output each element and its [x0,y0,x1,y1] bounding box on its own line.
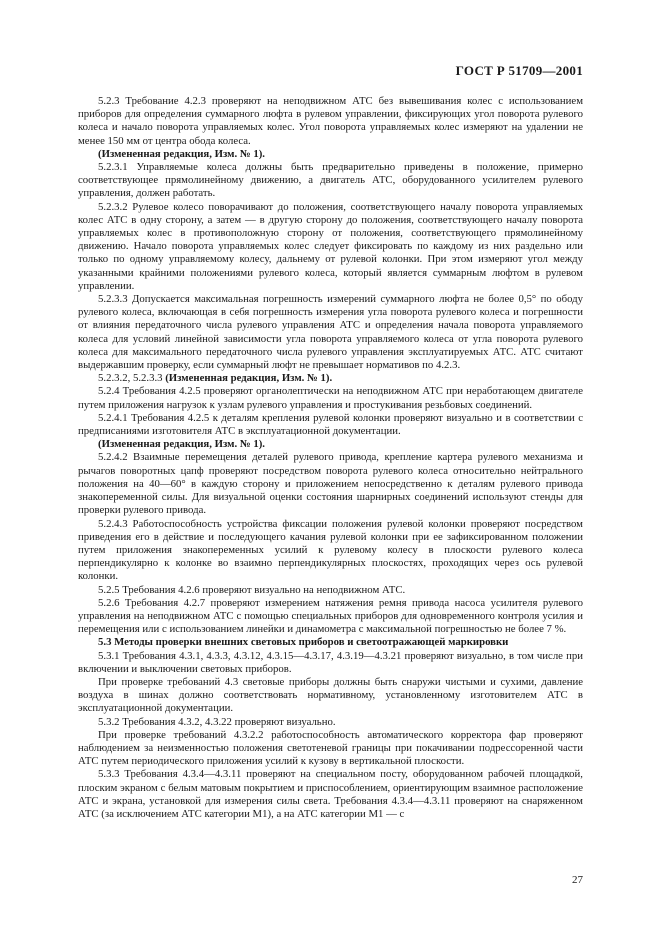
section-heading-5-3: 5.3 Методы проверки внешних световых приборов и светоотражающей маркировки [98,636,509,649]
document-header: ГОСТ Р 51709—2001 [455,63,583,78]
paragraph-5-2-4-2: 5.2.4.2 Взаимные перемещения деталей рулевого привода, крепление картера рулевого механизма и рычагов поворотных цапф проверяют посредством поворота рулевого колеса относительно нейтрального положения на 40—60° в каждую сторону и приложением непосредственно к деталям рулевого привода знакопеременной силы. Для визуальной оценки состояния шарнирных соединений используют стенды для проверки рулевого привода. [78,451,583,517]
paragraph-5-2-6: 5.2.6 Требования 4.2.7 проверяют измерением натяжения ремня привода насоса усилителя рулевого управления на неподвижном АТС с помощью специальных приборов для одновременного контроля усилия и перемещения или с использованием линейки и динамометра с максимальной погрешностью не более 7 %. [78,596,583,636]
amendment-note-5-2-3-2: 5.2.3.2, 5.2.3.3 (Измененная редакция, Изм. № 1). [98,372,333,385]
paragraph-5-3-2-note: При проверке требований 4.3.2.2 работоспособность автоматического корректора фар проверяют наблюдением за неизменностью положения светотеневой границы при покачивании подрессоренной части АТС путем периодического приложения усилий к кузову в вертикальной плоскости. [78,728,583,768]
paragraph-5-2-4-3: 5.2.4.3 Работоспособность устройства фиксации положения рулевой колонки проверяют посредством приведения его в действие и последующего качания рулевой колонки при ее зафиксированном положении путем приложения знакопеременных усилий к рулевому колесу в плоскости рулевого колеса перпендикулярно к колонке во взаимно перпендикулярных плоскостях, проходящих через ось рулевой колонки. [78,517,583,583]
paragraph-5-2-3-2: 5.2.3.2 Рулевое колесо поворачивают до положения, соответствующего началу поворота управляемых колес АТС в одну сторону, а затем — в другую сторону до положения, соответствующего началу поворота управляемых колес в противоположную сторону от положения, соответствующего прямолинейному движению. Начало поворота управляемых колес следует фиксировать по каждому из них раздельно или только по одному управляемому колесу, дальнему от рулевой колонки. При этом измеряют угол между указанными крайними положениями рулевого колеса, который является суммарным люфтом в рулевом управлении. [78,200,583,292]
paragraph-5-2-3: 5.2.3 Требование 4.2.3 проверяют на неподвижном АТС без вывешивания колес с использованием приборов для определения суммарного люфта в рулевом управлении, фиксирующих угол поворота рулевого колеса и начало поворота управляемых колес. Угол поворота управляемых колес измеряют на удалении не менее 150 мм от центра обода колеса. [78,95,583,147]
paragraph-5-3-1-note: При проверке требований 4.3 световые приборы должны быть снаружи чистыми и сухими, давление воздуха в шинах должно соответствовать нормативному, установленному изготовителем АТС в эксплуатационной документации. [78,675,583,715]
document-body [78,95,583,821]
paragraph-5-2-3-3: 5.2.3.3 Допускается максимальная погрешность измерений суммарного люфта не более 0,5° по ободу рулевого колеса, включающая в себя погрешность измерения угла поворота рулевого колеса и погрешности от влияния передаточного числа рулевого управления АТС и определения начала поворота управляемого колеса для условий линейной зависимости угла поворота управляемого колеса от угла поворота рулевого колеса для максимального передаточного числа рулевого управления эксплуатируемых АТС. АТС считают выдержавшим проверку, если суммарный люфт не превышает нормативов по 4.2.3. [78,293,583,372]
amendment-note: (Измененная редакция, Изм. № 1). [98,438,265,451]
amendment-note: (Измененная редакция, Изм. № 1). [98,147,265,160]
paragraph-5-2-5: 5.2.5 Требования 4.2.6 проверяют визуально на неподвижном АТС. [98,583,406,596]
page-number: 27 [572,874,583,886]
paragraph-5-2-4: 5.2.4 Требования 4.2.5 проверяют органолептически на неподвижном АТС при неработающем двигателе путем приложения нагрузок к узлам рулевого управления и простукивания резьбовых соединений. [78,385,583,411]
paragraph-5-2-4-1: 5.2.4.1 Требования 4.2.5 к деталям крепления рулевой колонки проверяют визуально и в соответствии с предписаниями изготовителя АТС в эксплуатационной документации. [78,411,583,438]
paragraph-5-3-2: 5.3.2 Требования 4.3.2, 4.3.22 проверяют визуально. [98,715,336,728]
paragraph-5-2-3-1: 5.2.3.1 Управляемые колеса должны быть предварительно приведены в положение, примерно соответствующее прямолинейному движению, а двигатель АТС, оборудованного усилителем рулевого управления, должен работать. [78,161,583,200]
paragraph-5-3-1: 5.3.1 Требования 4.3.1, 4.3.3, 4.3.12, 4.3.15—4.3.17, 4.3.19—4.3.21 проверяют визуально, в том числе при включении и выключении световых приборов. [78,649,583,675]
amendment-note: (Измененная редакция, Изм. № 1). [165,372,333,385]
paragraph-5-3-3: 5.3.3 Требования 4.3.4—4.3.11 проверяют на специальном посту, оборудованном рабочей площадкой, плоским экраном с белым матовым покрытием и приспособлением, ориентирующим взаимное расположение АТС и экрана, установкой для измерения силы света. Требования 4.3.4—4.3.11 проверяют на снаряженном АТС (за исключением АТС категории M1), а на АТС категории M1 — с [78,768,583,820]
